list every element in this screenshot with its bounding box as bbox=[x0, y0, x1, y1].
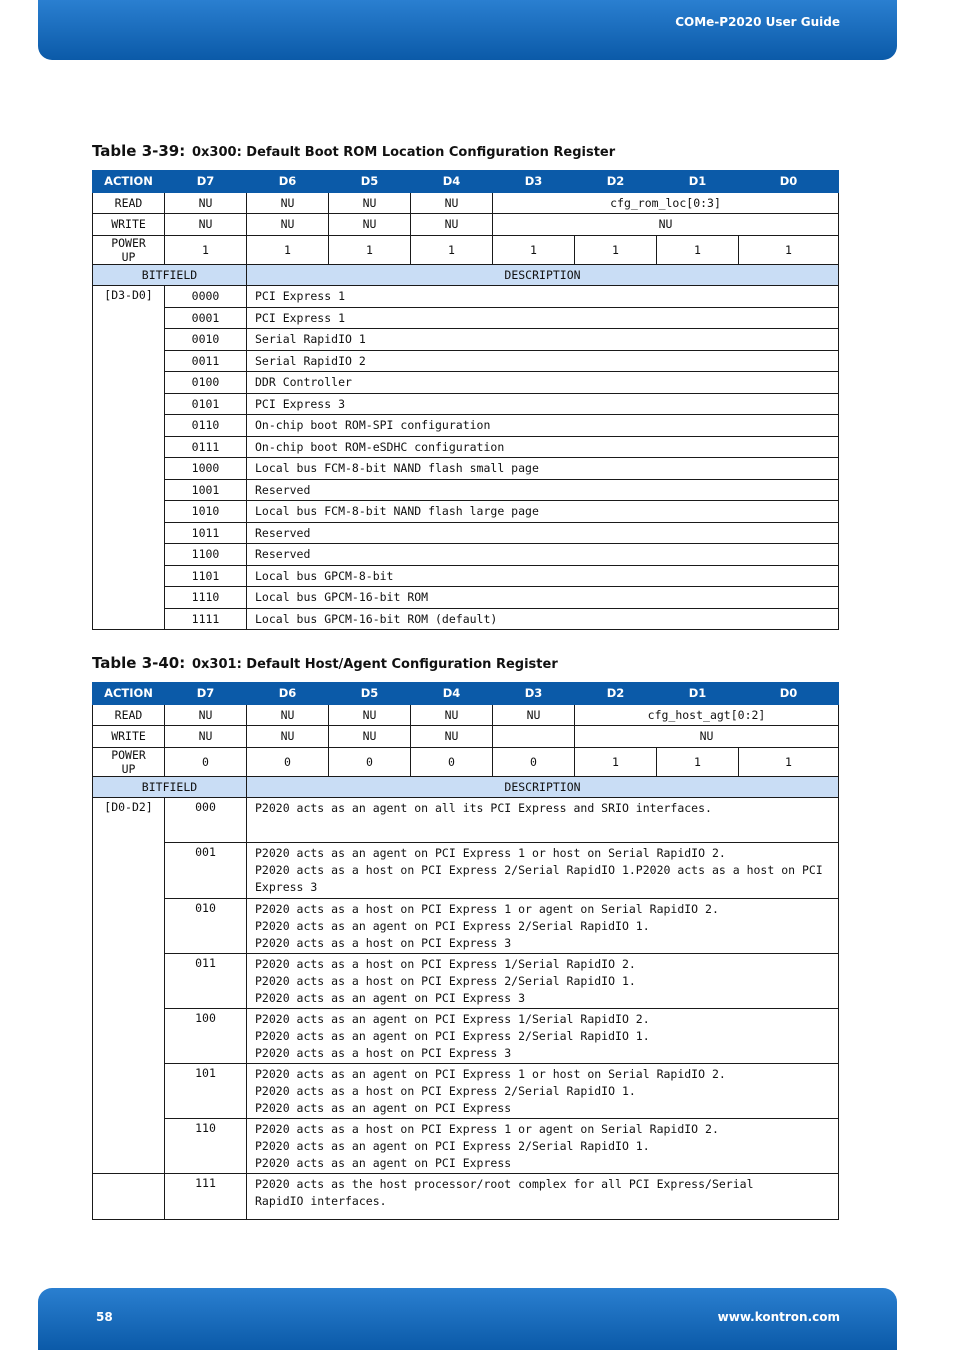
bit-cell: NU bbox=[411, 704, 493, 726]
header-cell: D3 bbox=[493, 683, 575, 705]
action-label: READ bbox=[93, 192, 165, 214]
description-cell bbox=[247, 899, 839, 954]
description-cell: Reserved bbox=[247, 522, 839, 544]
bit-cell: NU bbox=[165, 192, 247, 214]
table-row bbox=[93, 1064, 839, 1119]
header-cell: D4 bbox=[411, 683, 493, 705]
description-cell bbox=[247, 1119, 839, 1174]
description-line: P2020 acts as an agent on all its PCI Express and SRIO interfaces. bbox=[255, 801, 712, 815]
code-cell: 1001 bbox=[165, 479, 247, 501]
field-cell: NU bbox=[493, 214, 839, 236]
description-cell bbox=[247, 1064, 839, 1119]
description-cell: Local bus GPCM-16-bit ROM bbox=[247, 587, 839, 609]
action-label: WRITE bbox=[93, 726, 165, 748]
code-cell: 000 bbox=[165, 798, 247, 843]
code-cell: 100 bbox=[165, 1009, 247, 1064]
table-39-title: 0x300: Default Boot ROM Location Configuration Register bbox=[192, 145, 616, 160]
description-line: P2020 acts as a host on PCI Express 1 or agent on Serial RapidIO 2. bbox=[255, 902, 719, 916]
field-cell: cfg_rom_loc[0:3] bbox=[493, 192, 839, 214]
table-row bbox=[93, 954, 839, 1009]
description-line: P2020 acts as a host on PCI Express 2/Serial RapidIO 1. bbox=[255, 1084, 636, 1098]
powerup-row bbox=[93, 747, 839, 776]
bit-cell: 1 bbox=[247, 235, 329, 264]
code-cell: 1010 bbox=[165, 501, 247, 523]
table-row bbox=[93, 587, 839, 609]
description-cell: PCI Express 1 bbox=[247, 307, 839, 329]
bit-cell: NU bbox=[493, 704, 575, 726]
table-row bbox=[93, 372, 839, 394]
bit-cell: 1 bbox=[657, 747, 739, 776]
description-line: P2020 acts as a host on PCI Express 1/Serial RapidIO 2. bbox=[255, 957, 636, 971]
footer-band bbox=[38, 1288, 897, 1350]
bit-cell: NU bbox=[247, 214, 329, 236]
table-row bbox=[93, 479, 839, 501]
write-row bbox=[93, 726, 839, 748]
description-cell: Local bus GPCM-16-bit ROM (default) bbox=[247, 608, 839, 630]
field-cell: NU bbox=[575, 726, 839, 748]
bit-cell: NU bbox=[329, 192, 411, 214]
description-cell: Local bus FCM-8-bit NAND flash small page bbox=[247, 458, 839, 480]
header-band bbox=[38, 0, 897, 60]
action-label: READ bbox=[93, 704, 165, 726]
description-line: RapidIO interfaces. bbox=[255, 1194, 387, 1208]
code-cell: 001 bbox=[165, 843, 247, 899]
description-header: DESCRIPTION bbox=[247, 264, 839, 286]
bit-cell: 1 bbox=[575, 235, 657, 264]
code-cell: 0110 bbox=[165, 415, 247, 437]
bit-cell: NU bbox=[411, 214, 493, 236]
bit-cell: 1 bbox=[739, 235, 839, 264]
header-cell: D7 bbox=[165, 171, 247, 193]
bit-cell: 1 bbox=[739, 747, 839, 776]
description-cell bbox=[247, 798, 839, 843]
code-cell: 0011 bbox=[165, 350, 247, 372]
description-cell: On-chip boot ROM-eSDHC configuration bbox=[247, 436, 839, 458]
bit-cell: NU bbox=[329, 214, 411, 236]
table-row bbox=[93, 286, 839, 308]
table-40-title: 0x301: Default Host/Agent Configuration Register bbox=[192, 657, 558, 672]
description-line: P2020 acts as the host processor/root complex for all PCI Express/Serial bbox=[255, 1177, 754, 1191]
description-line: P2020 acts as a host on PCI Express 2/Serial RapidIO 1.P2020 acts as a host on PCI Express 3 bbox=[255, 863, 823, 894]
table-row bbox=[93, 501, 839, 523]
description-line: P2020 acts as an agent on PCI Express bbox=[255, 1101, 512, 1115]
header-cell: D5 bbox=[329, 171, 411, 193]
bit-cell: NU bbox=[247, 704, 329, 726]
header-cell: D0 bbox=[739, 683, 839, 705]
description-line: P2020 acts as a host on PCI Express 3 bbox=[255, 936, 512, 950]
action-label: POWER UP bbox=[93, 235, 165, 264]
table-39 bbox=[92, 170, 839, 630]
bit-cell: 0 bbox=[165, 747, 247, 776]
description-line: P2020 acts as an agent on PCI Express 2/Serial RapidIO 1. bbox=[255, 1139, 650, 1153]
footer-url: www.kontron.com bbox=[717, 1310, 840, 1324]
bit-cell: NU bbox=[329, 704, 411, 726]
bit-cell: NU bbox=[165, 214, 247, 236]
code-cell: 010 bbox=[165, 899, 247, 954]
table-row bbox=[93, 1119, 839, 1174]
subheader-row bbox=[93, 264, 839, 286]
code-cell: 1111 bbox=[165, 608, 247, 630]
header-cell: D6 bbox=[247, 171, 329, 193]
description-cell bbox=[247, 1009, 839, 1064]
code-cell: 1101 bbox=[165, 565, 247, 587]
description-cell: Local bus FCM-8-bit NAND flash large page bbox=[247, 501, 839, 523]
description-cell: Serial RapidIO 2 bbox=[247, 350, 839, 372]
action-label: WRITE bbox=[93, 214, 165, 236]
document-title: COMe-P2020 User Guide bbox=[675, 15, 840, 29]
description-line: P2020 acts as an agent on PCI Express 1/Serial RapidIO 2. bbox=[255, 1012, 650, 1026]
header-cell: D6 bbox=[247, 683, 329, 705]
header-cell: ACTION bbox=[93, 171, 165, 193]
bit-cell: NU bbox=[329, 726, 411, 748]
description-line: P2020 acts as a host on PCI Express 1 or agent on Serial RapidIO 2. bbox=[255, 1122, 719, 1136]
bit-cell: 1 bbox=[411, 235, 493, 264]
bit-cell: NU bbox=[165, 704, 247, 726]
description-cell: PCI Express 1 bbox=[247, 286, 839, 308]
table-40 bbox=[92, 682, 839, 1220]
code-cell: 1110 bbox=[165, 587, 247, 609]
bit-cell: 1 bbox=[165, 235, 247, 264]
bitfield-cell: [D3-D0] bbox=[93, 286, 165, 630]
description-line: P2020 acts as an agent on PCI Express bbox=[255, 1156, 512, 1170]
bitfield-header: BITFIELD bbox=[93, 776, 247, 798]
table-row bbox=[93, 307, 839, 329]
code-cell: 011 bbox=[165, 954, 247, 1009]
description-line: P2020 acts as an agent on PCI Express 2/Serial RapidIO 1. bbox=[255, 1029, 650, 1043]
description-cell bbox=[247, 954, 839, 1009]
code-cell: 101 bbox=[165, 1064, 247, 1119]
table-39-caption bbox=[92, 141, 615, 160]
subheader-row bbox=[93, 776, 839, 798]
table-row bbox=[93, 458, 839, 480]
code-cell: 111 bbox=[165, 1174, 247, 1220]
bit-cell: 1 bbox=[493, 235, 575, 264]
table-row bbox=[93, 436, 839, 458]
code-cell: 0100 bbox=[165, 372, 247, 394]
header-cell: D1 bbox=[657, 171, 739, 193]
bit-cell: 0 bbox=[247, 747, 329, 776]
powerup-row bbox=[93, 235, 839, 264]
description-cell: Local bus GPCM-8-bit bbox=[247, 565, 839, 587]
header-cell: D5 bbox=[329, 683, 411, 705]
header-row bbox=[93, 171, 839, 193]
bit-cell: 1 bbox=[657, 235, 739, 264]
header-cell: ACTION bbox=[93, 683, 165, 705]
header-cell: D0 bbox=[739, 171, 839, 193]
table-row bbox=[93, 843, 839, 899]
bit-cell: 1 bbox=[575, 747, 657, 776]
bitfield-cell: [D0-D2] bbox=[93, 798, 165, 1174]
table-row bbox=[93, 415, 839, 437]
table-row bbox=[93, 608, 839, 630]
bit-cell: NU bbox=[247, 726, 329, 748]
code-cell: 1011 bbox=[165, 522, 247, 544]
table-40-caption bbox=[92, 653, 558, 672]
code-cell: 0111 bbox=[165, 436, 247, 458]
field-cell: cfg_host_agt[0:2] bbox=[575, 704, 839, 726]
description-line: P2020 acts as an agent on PCI Express 3 bbox=[255, 991, 526, 1005]
description-cell: Serial RapidIO 1 bbox=[247, 329, 839, 351]
read-row bbox=[93, 704, 839, 726]
table-row bbox=[93, 798, 839, 843]
bit-cell: NU bbox=[411, 726, 493, 748]
bit-cell: NU bbox=[247, 192, 329, 214]
table-row bbox=[93, 393, 839, 415]
header-cell: D1 bbox=[657, 683, 739, 705]
header-cell: D4 bbox=[411, 171, 493, 193]
table-row bbox=[93, 329, 839, 351]
table-row bbox=[93, 350, 839, 372]
bit-cell: 0 bbox=[329, 747, 411, 776]
bitfield-header: BITFIELD bbox=[93, 264, 247, 286]
bit-cell: 0 bbox=[493, 747, 575, 776]
description-cell: Reserved bbox=[247, 479, 839, 501]
page-number: 58 bbox=[96, 1310, 113, 1324]
code-cell: 0010 bbox=[165, 329, 247, 351]
bit-cell: 1 bbox=[329, 235, 411, 264]
bit-cell: NU bbox=[411, 192, 493, 214]
header-row bbox=[93, 683, 839, 705]
description-cell: Reserved bbox=[247, 544, 839, 566]
bit-cell bbox=[493, 726, 575, 748]
description-header: DESCRIPTION bbox=[247, 776, 839, 798]
code-cell: 110 bbox=[165, 1119, 247, 1174]
code-cell: 0001 bbox=[165, 307, 247, 329]
code-cell: 1000 bbox=[165, 458, 247, 480]
description-cell: PCI Express 3 bbox=[247, 393, 839, 415]
bitfield-cell-empty bbox=[93, 1174, 165, 1220]
header-cell: D3 bbox=[493, 171, 575, 193]
table-39-number: Table 3-39: bbox=[92, 142, 186, 160]
table-row bbox=[93, 544, 839, 566]
description-cell bbox=[247, 1174, 839, 1220]
description-line: P2020 acts as an agent on PCI Express 2/Serial RapidIO 1. bbox=[255, 919, 650, 933]
header-cell: D7 bbox=[165, 683, 247, 705]
table-row bbox=[93, 522, 839, 544]
table-row bbox=[93, 1009, 839, 1064]
table-40-number: Table 3-40: bbox=[92, 654, 186, 672]
bit-cell: 0 bbox=[411, 747, 493, 776]
code-cell: 0101 bbox=[165, 393, 247, 415]
description-line: P2020 acts as an agent on PCI Express 1 or host on Serial RapidIO 2. bbox=[255, 846, 726, 860]
action-label: POWER UP bbox=[93, 747, 165, 776]
description-cell: On-chip boot ROM-SPI configuration bbox=[247, 415, 839, 437]
description-line: P2020 acts as an agent on PCI Express 1 or host on Serial RapidIO 2. bbox=[255, 1067, 726, 1081]
table-row bbox=[93, 1174, 839, 1220]
description-cell: DDR Controller bbox=[247, 372, 839, 394]
write-row bbox=[93, 214, 839, 236]
code-cell: 1100 bbox=[165, 544, 247, 566]
table-row bbox=[93, 899, 839, 954]
header-cell: D2 bbox=[575, 683, 657, 705]
read-row bbox=[93, 192, 839, 214]
table-row bbox=[93, 565, 839, 587]
header-cell: D2 bbox=[575, 171, 657, 193]
description-cell bbox=[247, 843, 839, 899]
code-cell: 0000 bbox=[165, 286, 247, 308]
bit-cell: NU bbox=[165, 726, 247, 748]
description-line: P2020 acts as a host on PCI Express 2/Serial RapidIO 1. bbox=[255, 974, 636, 988]
description-line: P2020 acts as a host on PCI Express 3 bbox=[255, 1046, 512, 1060]
